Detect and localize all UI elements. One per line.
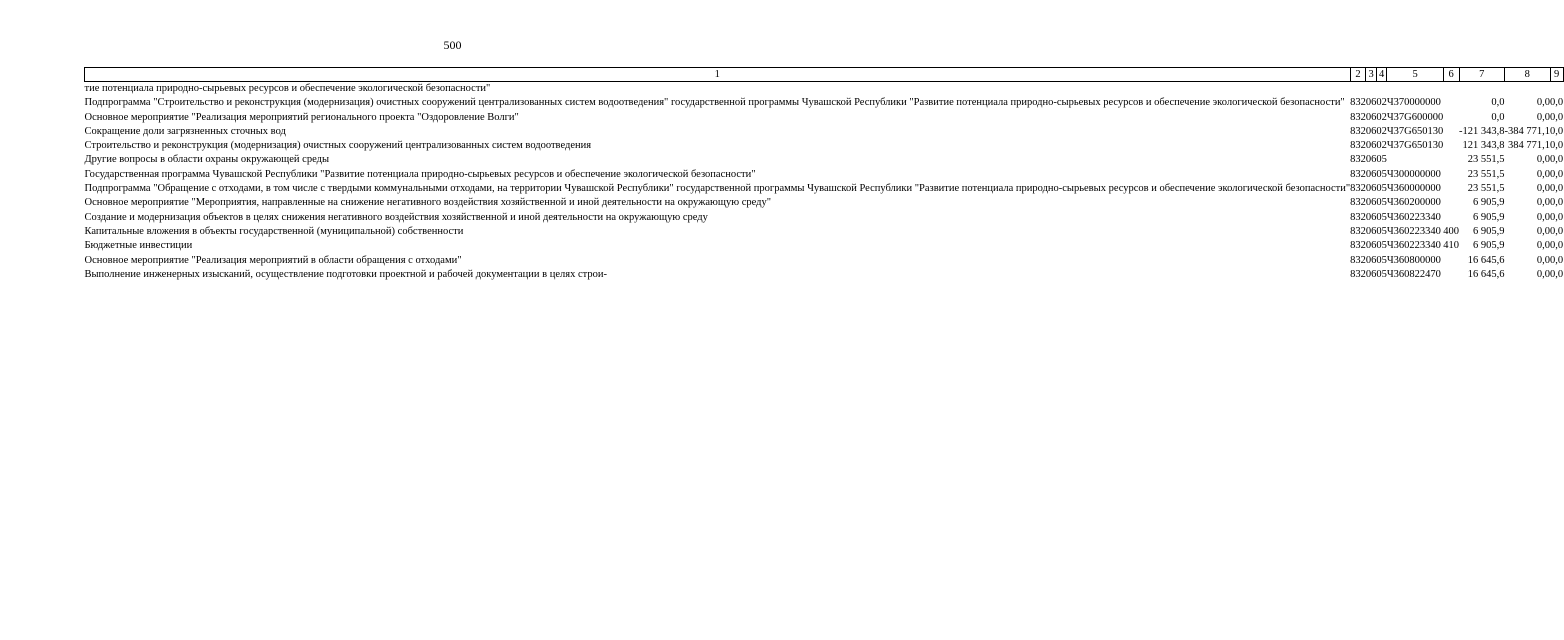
row-expense-type xyxy=(1443,153,1459,167)
table-row xyxy=(85,82,1564,97)
row-ministry-code: 832 xyxy=(1350,97,1366,109)
row-section: 06 xyxy=(1365,240,1377,252)
column-header: 5 xyxy=(1387,68,1443,82)
row-amount-col8: 0,0 xyxy=(1536,111,1551,123)
row-amount-col9: 0,0 xyxy=(1550,140,1564,152)
row-subsection: 05 xyxy=(1376,268,1387,280)
row-description: Создание и модернизация объектов в целях снижения негативного воздействия хозяйственной и иной деятельности на окружающую среду xyxy=(84,211,708,223)
row-subsection: 05 xyxy=(1376,240,1387,252)
row-description: Бюджетные инвестиции xyxy=(84,240,193,252)
row-target-article: Ч300000000 xyxy=(1386,168,1441,180)
row-subsection: 05 xyxy=(1376,183,1387,195)
row-amount-col9 xyxy=(1550,82,1563,97)
row-amount-col8: 0,0 xyxy=(1536,268,1551,280)
row-target-article xyxy=(1387,153,1443,167)
column-header: 4 xyxy=(1376,68,1387,82)
row-section: 06 xyxy=(1365,183,1377,195)
row-expense-type xyxy=(1443,139,1459,153)
column-header: 9 xyxy=(1550,68,1563,82)
table-row xyxy=(85,254,1564,268)
table-row xyxy=(85,225,1564,239)
row-amount-col8: 0,0 xyxy=(1536,168,1551,180)
column-header: 7 xyxy=(1459,68,1505,82)
column-header: 3 xyxy=(1366,68,1377,82)
row-target-article: Ч360800000 xyxy=(1386,254,1441,266)
row-section: 06 xyxy=(1365,268,1377,280)
table-row xyxy=(85,196,1564,210)
row-target-article: Ч360822470 xyxy=(1386,268,1441,280)
row-ministry-code: 832 xyxy=(1350,254,1366,266)
row-amount-col7: 16 645,6 xyxy=(1467,268,1505,280)
row-amount-col7: 6 905,9 xyxy=(1473,211,1505,223)
row-amount-col7: 121 343,8 xyxy=(1462,140,1505,152)
table-row xyxy=(85,268,1564,282)
table-row xyxy=(85,182,1564,196)
row-ministry-code: 832 xyxy=(1350,183,1366,195)
table-row xyxy=(85,211,1564,225)
row-subsection: 05 xyxy=(1376,225,1387,237)
row-amount-col8: 0,0 xyxy=(1536,254,1551,266)
row-amount-col8 xyxy=(1505,82,1551,97)
row-description: Основное мероприятие "Мероприятия, направленные на снижение негативного воздействия хозяйственной и иной деятельности на окружающую среду" xyxy=(84,197,772,209)
row-amount-col8: 0,0 xyxy=(1536,211,1551,223)
budget-table xyxy=(84,67,1564,282)
row-amount-col9: 0,0 xyxy=(1550,197,1564,209)
row-amount-col7: -121 343,8 xyxy=(1459,125,1505,137)
row-ministry-code: 832 xyxy=(1350,125,1366,137)
row-section: 06 xyxy=(1365,168,1377,180)
row-description: Сокращение доли загрязненных сточных вод xyxy=(84,125,286,137)
row-expense-type: 410 xyxy=(1443,240,1460,252)
row-amount-col7: 23 551,5 xyxy=(1467,183,1505,195)
row-amount-col8: -384 771,1 xyxy=(1504,125,1551,137)
row-amount-col7: 23 551,5 xyxy=(1467,154,1505,166)
row-subsection: 02 xyxy=(1376,97,1387,109)
row-expense-type xyxy=(1443,196,1459,210)
row-amount-col9: 0,0 xyxy=(1550,225,1564,237)
row-subsection: 05 xyxy=(1376,254,1387,266)
row-ministry-code: 832 xyxy=(1350,111,1366,123)
row-subsection: 02 xyxy=(1376,111,1387,123)
row-ministry-code: 832 xyxy=(1350,211,1366,223)
row-ministry-code xyxy=(1350,82,1366,97)
row-target-article: Ч370000000 xyxy=(1386,97,1441,109)
row-amount-col9: 0,0 xyxy=(1550,240,1564,252)
row-expense-type xyxy=(1443,268,1459,282)
row-amount-col7: 0,0 xyxy=(1491,111,1505,123)
row-subsection: 05 xyxy=(1376,154,1387,166)
row-amount-col9: 0,0 xyxy=(1550,183,1564,195)
row-expense-type xyxy=(1443,211,1459,225)
row-amount-col9: 0,0 xyxy=(1550,154,1564,166)
row-description: Другие вопросы в области охраны окружающей среды xyxy=(84,154,329,166)
row-section: 06 xyxy=(1365,197,1377,209)
row-amount-col8: 0,0 xyxy=(1536,183,1551,195)
column-header: 6 xyxy=(1443,68,1459,82)
row-amount-col7: 23 551,5 xyxy=(1467,168,1505,180)
row-ministry-code: 832 xyxy=(1350,140,1366,152)
row-description: Основное мероприятие "Реализация мероприятий регионального проекта "Оздоровление Волги" xyxy=(84,111,519,123)
row-subsection: 02 xyxy=(1376,140,1387,152)
row-description: Строительство и реконструкция (модернизация) очистных сооружений централизованных систем водоотведения xyxy=(84,140,592,152)
row-amount-col8: 384 771,1 xyxy=(1508,140,1551,152)
row-subsection: 05 xyxy=(1376,168,1387,180)
row-section: 06 xyxy=(1365,211,1377,223)
row-amount-col7: 6 905,9 xyxy=(1473,225,1505,237)
row-expense-type xyxy=(1443,168,1459,182)
column-header: 1 xyxy=(85,68,1351,82)
row-target-article: Ч37G600000 xyxy=(1386,111,1444,123)
row-target-article: Ч360223340 xyxy=(1386,240,1441,252)
table-row xyxy=(85,168,1564,182)
row-target-article: Ч37G650130 xyxy=(1386,140,1444,152)
row-amount-col9: 0,0 xyxy=(1550,125,1564,137)
row-amount-col8: 0,0 xyxy=(1536,240,1551,252)
row-description: Подпрограмма "Обращение с отходами, в том числе с твердыми коммунальными отходами, на территории Чувашской Республики" государственной программы Чувашской Республики "Развитие потенциала природно-сырьевых ресурсов и обеспечение экологической безопасности" xyxy=(84,183,1351,195)
row-amount-col7: 16 645,6 xyxy=(1467,254,1505,266)
row-target-article: Ч360200000 xyxy=(1386,197,1441,209)
row-section: 06 xyxy=(1365,111,1377,123)
row-amount-col9: 0,0 xyxy=(1550,97,1564,109)
table-row xyxy=(85,111,1564,125)
header-row xyxy=(85,68,1564,82)
row-target-article xyxy=(1387,82,1443,97)
row-amount-col8: 0,0 xyxy=(1536,197,1551,209)
row-target-article: Ч360223340 xyxy=(1386,225,1441,237)
row-ministry-code: 832 xyxy=(1350,240,1366,252)
row-ministry-code: 832 xyxy=(1350,268,1366,280)
row-ministry-code: 832 xyxy=(1350,168,1366,180)
row-target-article: Ч360223340 xyxy=(1386,211,1441,223)
column-header: 2 xyxy=(1350,68,1366,82)
row-subsection xyxy=(1376,82,1387,97)
row-ministry-code: 832 xyxy=(1350,197,1366,209)
row-target-article: Ч37G650130 xyxy=(1386,125,1444,137)
table-row xyxy=(85,96,1564,110)
row-expense-type: 400 xyxy=(1443,225,1460,237)
row-expense-type xyxy=(1443,111,1459,125)
row-section: 06 xyxy=(1365,125,1377,137)
row-amount-col9: 0,0 xyxy=(1550,254,1564,266)
row-subsection: 02 xyxy=(1376,125,1387,137)
row-amount-col7 xyxy=(1459,82,1505,97)
row-section xyxy=(1366,82,1377,97)
row-description: тие потенциала природно-сырьевых ресурсов и обеспечение экологической безопасности" xyxy=(84,83,491,94)
row-section: 06 xyxy=(1365,225,1377,237)
table-row xyxy=(85,239,1564,253)
row-amount-col9: 0,0 xyxy=(1550,268,1564,280)
row-description: Основное мероприятие "Реализация мероприятий в области обращения с отходами" xyxy=(84,254,462,266)
row-expense-type xyxy=(1443,96,1459,110)
row-description: Капитальные вложения в объекты государственной (муниципальной) собственности xyxy=(84,225,464,237)
row-description: Подпрограмма "Строительство и реконструкция (модернизация) очистных сооружений централизованных систем водоотведения" государственной программы Чувашской Республики "Развитие потенциала природно-сырьевых ресурсов и обеспечение экологической безопасности" xyxy=(84,97,1345,109)
row-amount-col9: 0,0 xyxy=(1550,211,1564,223)
row-expense-type xyxy=(1443,182,1459,196)
table-row xyxy=(85,125,1564,139)
row-description: Выполнение инженерных изысканий, осуществление подготовки проектной и рабочей документации в целях строи- xyxy=(84,268,607,280)
row-section: 06 xyxy=(1365,140,1377,152)
row-target-article: Ч360000000 xyxy=(1386,183,1441,195)
row-amount-col7: 6 905,9 xyxy=(1473,240,1505,252)
row-amount-col7: 0,0 xyxy=(1491,97,1505,109)
row-amount-col8: 0,0 xyxy=(1536,154,1551,166)
table-row xyxy=(85,153,1564,167)
row-expense-type xyxy=(1443,125,1459,139)
column-header: 8 xyxy=(1505,68,1551,82)
row-section: 06 xyxy=(1365,154,1377,166)
row-ministry-code: 832 xyxy=(1350,154,1366,166)
row-amount-col8: 0,0 xyxy=(1536,225,1551,237)
row-ministry-code: 832 xyxy=(1350,225,1366,237)
row-amount-col8: 0,0 xyxy=(1536,97,1551,109)
row-amount-col9: 0,0 xyxy=(1550,168,1564,180)
table-row xyxy=(85,139,1564,153)
row-section: 06 xyxy=(1365,97,1377,109)
row-description: Государственная программа Чувашской Республики "Развитие потенциала природно-сырьевых ресурсов и обеспечение экологической безопасности" xyxy=(84,168,756,180)
row-subsection: 05 xyxy=(1376,197,1387,209)
row-expense-type xyxy=(1443,82,1459,97)
row-section: 06 xyxy=(1365,254,1377,266)
page-number: 500 xyxy=(443,38,462,52)
row-expense-type xyxy=(1443,254,1459,268)
row-amount-col7: 6 905,9 xyxy=(1473,197,1505,209)
row-subsection: 05 xyxy=(1376,211,1387,223)
row-amount-col9: 0,0 xyxy=(1550,111,1564,123)
